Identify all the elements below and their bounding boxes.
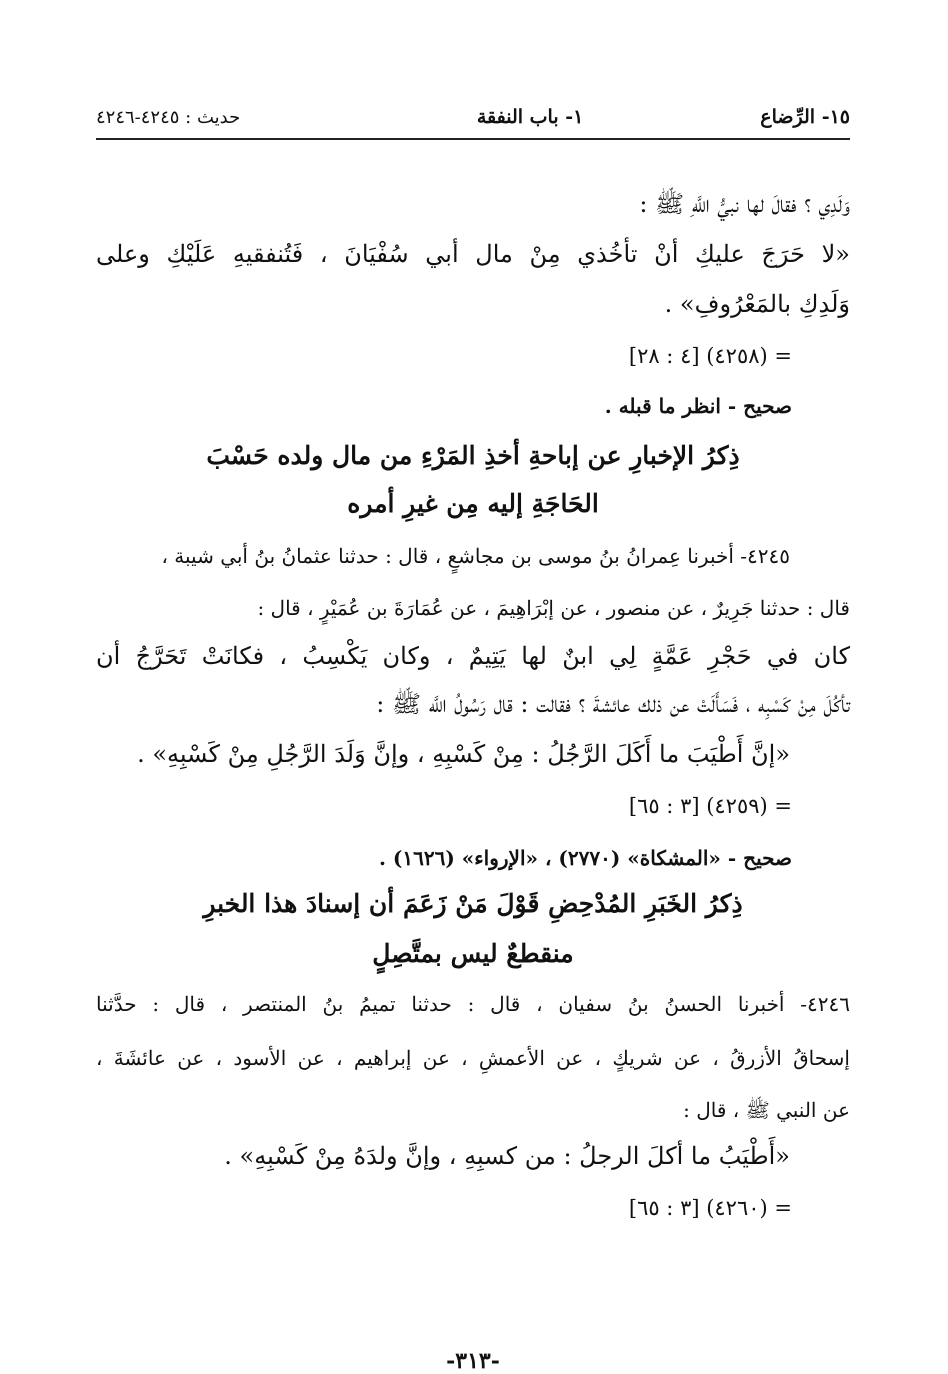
isnad-line: ٤٢٤٦- أخبرنا الحسنُ بنُ سفيان ، قال : حدثنا تميمُ بنُ المنتصر ، قال : حدَّثنا	[96, 992, 850, 1016]
page-header	[96, 96, 850, 140]
isnad-line: قال : حدثنا جَرِيرٌ ، عن منصور ، عن إبْرَاهِيمَ ، عن عُمَارَةَ بن عُمَيْرٍ ، قال :	[257, 596, 850, 620]
hadith-range: حديث : ٤٢٤٥-٤٢٤٦	[96, 107, 241, 128]
section-heading: الحَاجَةِ إليه مِن غيرِ أمره	[347, 489, 599, 518]
text-line: «إنَّ أَطْيَبَ ما أَكَلَ الرَّجُلُ : مِنْ كَسْبِهِ ، وإنَّ وَلَدَ الرَّجُلِ مِنْ كَسْبِهِ» .	[137, 740, 790, 768]
text-line: كان في حَجْرِ عَمَّةٍ لِي ابنٌ لها يَتِيمٌ ، وكان يَكْسِبُ ، فكانَتْ تَحَرَّجُ أن	[96, 642, 851, 670]
isnad-line: إسحاقُ الأزرقُ ، عن شريكٍ ، عن الأعمشِ ، عن إبراهيم ، عن الأسود ، عن عائشَةَ ،	[96, 1046, 850, 1070]
reference-line: = (٤٢٥٨) [٤ : ٢٨]	[628, 344, 792, 368]
reference-line: = (٤٢٥٩) [٣ : ٦٥]	[628, 794, 792, 818]
section-heading: ذِكرُ الخَبَرِ المُدْحِضِ قَوْلَ مَنْ زَعَمَ أن إسنادَ هذا الخبرِ	[203, 889, 743, 918]
text-line: وَلَدِي ؟ فقالَ لها نبيُّ اللَّهِ ﷺ :	[639, 190, 850, 218]
text-line: «لا حَرَجَ عليكِ أنْ تأخُذي مِنْ مال أبي سُفْيَانَ ، فَتُنفقيهِ عَلَيْكِ وعلى	[96, 240, 850, 268]
isnad-line: عن النبي ﷺ ، قال :	[683, 1098, 850, 1122]
text-line: وَلَدِكِ بالمَعْرُوفِ» .	[664, 290, 850, 318]
text-line: «أَطْيَبُ ما أكلَ الرجلُ : من كسبِهِ ، وإنَّ ولدَهُ مِنْ كَسْبِهِ» .	[224, 1142, 790, 1170]
chapter-title: ١٥- الرِّضاع	[760, 106, 850, 128]
grading-line: صحيح - انظر ما قبله .	[604, 394, 792, 418]
isnad-line: ٤٢٤٥- أخبرنا عِمرانُ بنُ موسى بن مجاشعٍ ، قال : حدثنا عثمانُ بنُ أبي شيبة ،	[161, 544, 790, 568]
text-line: تأكُلَ مِنْ كَسْبِه ، فَسَأَلَتْ عن ذلك عائشةَ ؟ فقالت : قال رَسُولُ اللَّه ﷺ :	[376, 690, 850, 718]
bab-title: ١- باب النفقة	[476, 106, 584, 128]
page-number: -٣١٣-	[446, 1348, 500, 1374]
section-heading: ذِكرُ الإخبارِ عن إباحةِ أخذِ المَرْءِ من مال ولده حَسْبَ	[206, 441, 740, 470]
section-heading: منقطعٌ ليس بمتَّصِلٍ	[372, 939, 574, 968]
reference-line: = (٤٢٦٠) [٣ : ٦٥]	[628, 1196, 792, 1220]
grading-line: صحيح - «المشكاة» (٢٧٧٠) ، «الإرواء» (١٦٢٦) .	[378, 846, 792, 870]
